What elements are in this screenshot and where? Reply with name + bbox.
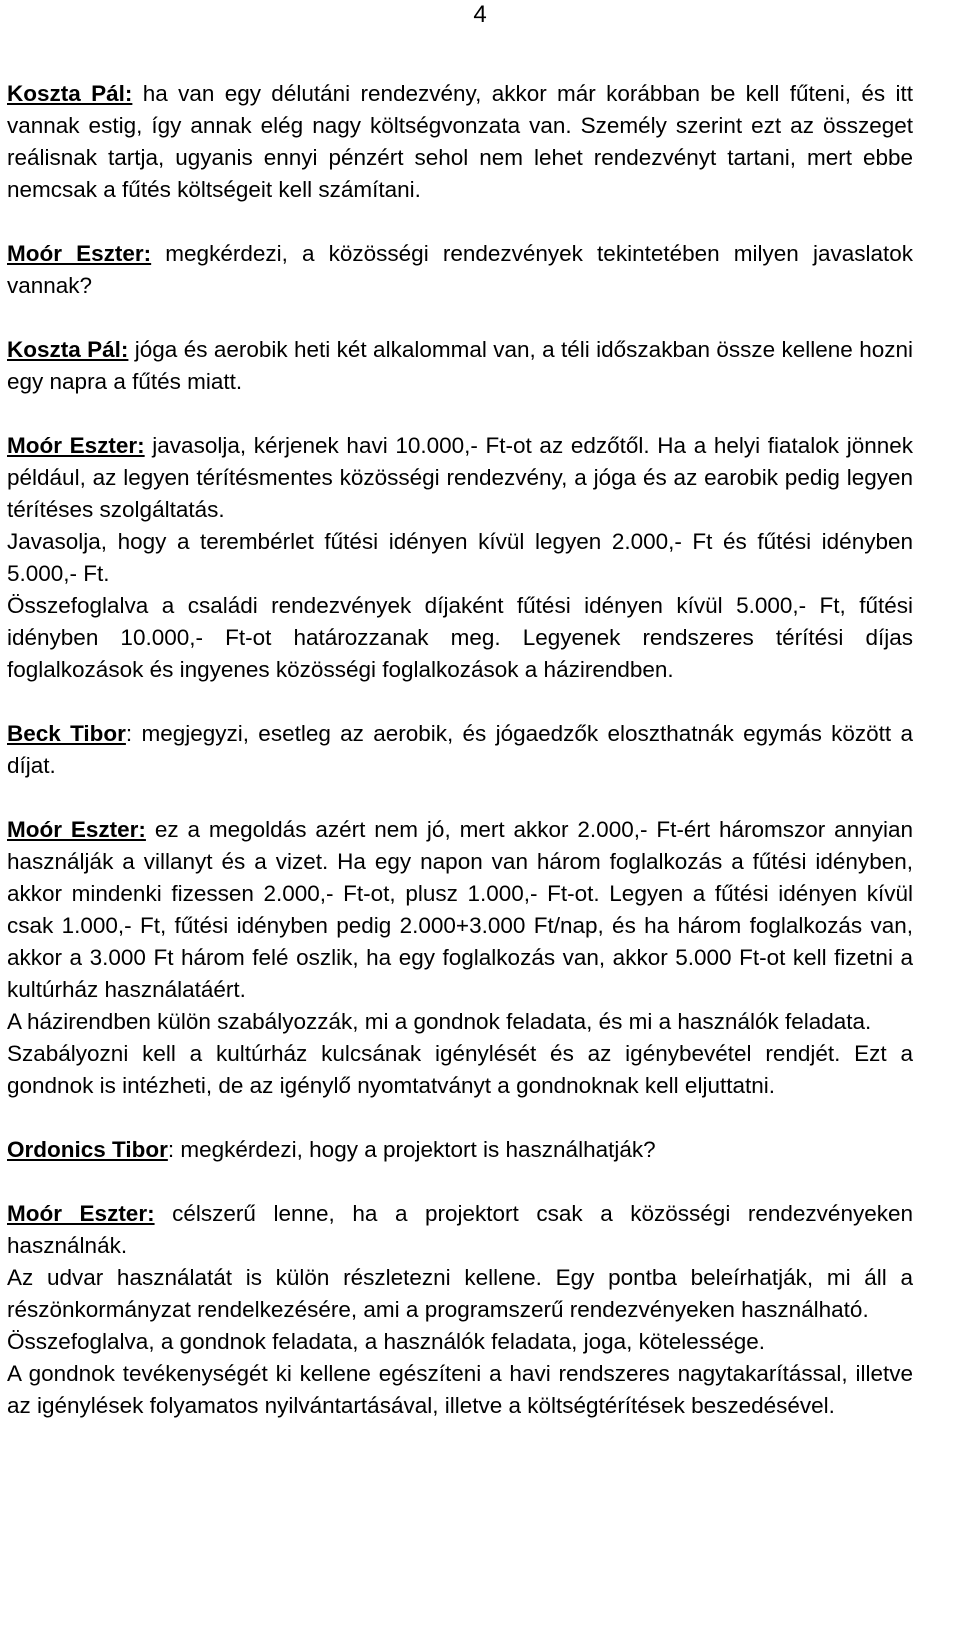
- speaker-name: Ordonics Tibor: [7, 1137, 168, 1162]
- paragraph-koszta-1: [7, 78, 913, 206]
- paragraph-continuation: Szabályozni kell a kultúrház kulcsának igénylését és az igénybevétel rendjét. Ezt a gondnok is intézheti, de az igénylő nyomtatványt a gondnoknak kell eljuttatni.: [7, 1041, 913, 1098]
- paragraph-continuation: Javasolja, hogy a terembérlet fűtési idényen kívül legyen 2.000,- Ft és fűtési idényben 5.000,- Ft.: [7, 529, 913, 586]
- paragraph-continuation: A gondnok tevékenységét ki kellene egészíteni a havi rendszeres nagytakarítással, illetve az igénylések folyamatos nyilvántartásával, illetve a költségtérítések beszedésével.: [7, 1361, 913, 1418]
- paragraph-text: : megjegyzi, esetleg az aerobik, és jógaedzők eloszthatnák egymás között a díjat.: [7, 721, 913, 778]
- paragraph-text: célszerű lenne, ha a projektort csak a közösségi rendezvényeken használnák.: [7, 1201, 913, 1258]
- paragraph-moor-4: [7, 1198, 913, 1422]
- document-body: [7, 78, 913, 1422]
- paragraph-ordonics: [7, 1134, 913, 1166]
- speaker-name: Koszta Pál:: [7, 81, 133, 106]
- paragraph-beck: [7, 718, 913, 782]
- speaker-name: Moór Eszter:: [7, 817, 146, 842]
- paragraph-text: ez a megoldás azért nem jó, mert akkor 2.000,- Ft-ért háromszor annyian használják a villanyt és a vizet. Ha egy napon van három foglalkozás a fűtési idényben, akkor mindenki fizessen 2.000,- Ft-ot, plusz 1.000,- Ft-ot. Legyen a fűtési idényen kívül csak 1.000,- Ft, fűtési idényben pedig 2.000+3.000 Ft/nap, és ha három foglalkozás van, akkor a 3.000 Ft három felé oszlik, ha egy foglalkozás van, akkor 5.000 Ft-ot kell fizetni a kultúrház használatáért.: [7, 817, 913, 1002]
- paragraph-koszta-2: [7, 334, 913, 398]
- paragraph-continuation: Összefoglalva a családi rendezvények díjaként fűtési idényen kívül 5.000,- Ft, fűtési idényben 10.000,- Ft-ot határozzanak meg. Legyenek rendszeres térítési díjas foglalkozások és ingyenes közösségi foglalkozások a házirendben.: [7, 593, 913, 682]
- paragraph-text: javasolja, kérjenek havi 10.000,- Ft-ot az edzőtől. Ha a helyi fiatalok jönnek például, az legyen térítésmentes közösségi rendezvény, a jóga és az earobik pedig legyen térítéses szolgáltatás.: [7, 433, 913, 522]
- paragraph-continuation: A házirendben külön szabályozzák, mi a gondnok feladata, és mi a használók feladata.: [7, 1009, 872, 1034]
- paragraph-continuation: Az udvar használatát is külön részletezni kellene. Egy pontba beleírhatják, mi áll a részönkormányzat rendelkezésére, ami a programszerű rendezvényeken használható.: [7, 1265, 913, 1322]
- paragraph-text: jóga és aerobik heti két alkalommal van, a téli időszakban össze kellene hozni egy napra a fűtés miatt.: [7, 337, 913, 394]
- paragraph-moor-3: [7, 814, 913, 1102]
- paragraph-text: megkérdezi, a közösségi rendezvények tekintetében milyen javaslatok vannak?: [7, 241, 913, 298]
- speaker-name: Moór Eszter:: [7, 433, 145, 458]
- speaker-name: Moór Eszter:: [7, 1201, 155, 1226]
- paragraph-text: : megkérdezi, hogy a projektort is használhatják?: [167, 1137, 656, 1162]
- paragraph-moor-1: [7, 238, 913, 302]
- paragraph-text: ha van egy délutáni rendezvény, akkor már korábban be kell fűteni, és itt vannak estig, így annak elég nagy költségvonzata van. Személy szerint ezt az összeget reálisnak tartja, ugyanis ennyi pénzért sehol nem lehet rendezvényt tartani, mert ebbe nemcsak a fűtés költségeit kell számítani.: [7, 81, 913, 202]
- speaker-name: Beck Tibor: [7, 721, 126, 746]
- speaker-name: Koszta Pál:: [7, 337, 129, 362]
- paragraph-moor-2: [7, 430, 913, 686]
- page-number: 4: [473, 1, 487, 28]
- paragraph-continuation: Összefoglalva, a gondnok feladata, a használók feladata, joga, kötelessége.: [7, 1329, 766, 1354]
- speaker-name: Moór Eszter:: [7, 241, 152, 266]
